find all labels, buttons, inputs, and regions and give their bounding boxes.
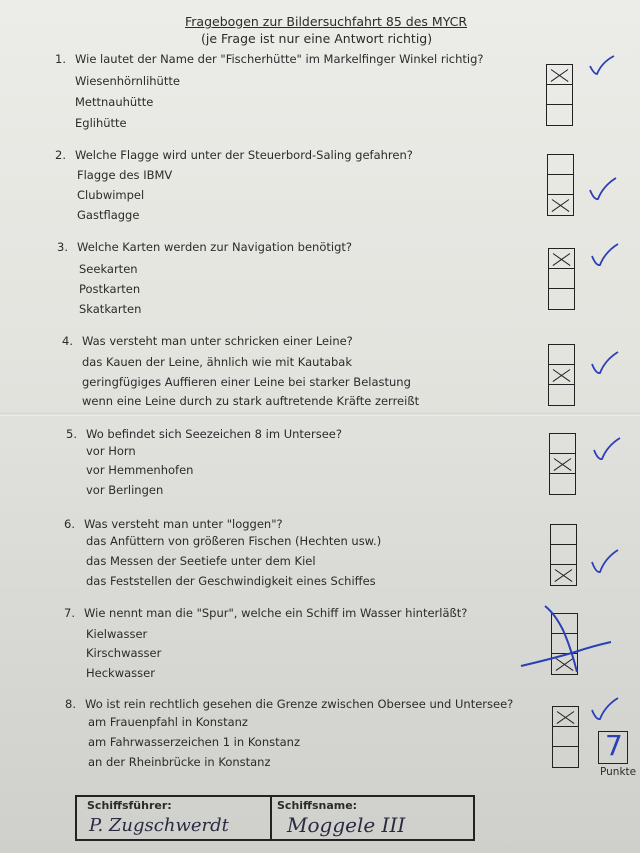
answer-option: das Kauen der Leine, ähnlich wie mit Kautabak bbox=[82, 355, 353, 369]
checkbox[interactable] bbox=[553, 747, 578, 767]
answer-option: Gastflagge bbox=[77, 208, 140, 222]
answer-checkboxes-q6 bbox=[550, 524, 577, 586]
answer-option: Eglihütte bbox=[75, 116, 127, 130]
correct-check-icon bbox=[590, 548, 620, 576]
answer-option: Flagge des IBMV bbox=[77, 168, 173, 182]
checkbox[interactable] bbox=[548, 175, 573, 195]
checkbox[interactable] bbox=[551, 525, 576, 545]
correct-check-icon bbox=[588, 176, 618, 202]
answer-option: vor Berlingen bbox=[86, 483, 164, 497]
checkbox[interactable] bbox=[549, 345, 574, 365]
answer-checkboxes-q1 bbox=[546, 64, 573, 126]
ship-name-value[interactable]: Moggele III bbox=[287, 813, 406, 837]
answer-option: am Frauenpfahl in Konstanz bbox=[88, 715, 248, 729]
answer-option: Heckwasser bbox=[86, 666, 155, 680]
checkbox[interactable] bbox=[549, 385, 574, 405]
score-label: Punkte bbox=[600, 766, 637, 778]
ship-name-label: Schiffsname: bbox=[277, 799, 358, 812]
score-value: 7 bbox=[605, 729, 623, 762]
correct-check-icon bbox=[590, 696, 620, 722]
checkbox[interactable] bbox=[548, 155, 573, 175]
answer-checkboxes-q3 bbox=[548, 248, 575, 310]
answer-option: Wiesenhörnlihütte bbox=[75, 74, 180, 88]
answer-option: vor Hemmenhofen bbox=[86, 463, 194, 477]
question-3: 3. Welche Karten werden zur Navigation benötigt? bbox=[57, 240, 352, 254]
question-2: 2. Welche Flagge wird unter der Steuerbord-Saling gefahren? bbox=[55, 148, 413, 162]
correct-check-icon bbox=[590, 242, 620, 268]
answer-option: vor Horn bbox=[86, 444, 136, 458]
skipper-label: Schiffsführer: bbox=[87, 799, 172, 812]
answer-option: Kirschwasser bbox=[86, 646, 162, 660]
wrong-strike-icon bbox=[515, 600, 615, 680]
answer-option: an der Rheinbrücke in Konstanz bbox=[88, 755, 271, 769]
answer-option: Kielwasser bbox=[86, 627, 148, 641]
answer-option: das Messen der Seetiefe unter dem Kiel bbox=[86, 554, 316, 568]
checkbox[interactable] bbox=[549, 289, 574, 309]
paper-fold bbox=[0, 413, 640, 416]
checkbox[interactable] bbox=[549, 269, 574, 289]
answer-checkboxes-q5 bbox=[549, 433, 576, 495]
correct-check-icon bbox=[592, 436, 622, 462]
question-8: 8. Wo ist rein rechtlich gesehen die Grenze zwischen Obersee und Untersee? bbox=[65, 697, 514, 711]
checkbox-marked[interactable] bbox=[547, 65, 572, 85]
answer-option: das Feststellen der Geschwindigkeit eines Schiffes bbox=[86, 574, 376, 588]
checkbox-marked[interactable] bbox=[549, 365, 574, 385]
answer-option: das Anfüttern von größeren Fischen (Hechten usw.) bbox=[86, 534, 382, 548]
question-4: 4. Was versteht man unter schricken einer Leine? bbox=[62, 334, 353, 348]
checkbox[interactable] bbox=[553, 727, 578, 747]
checkbox-marked[interactable] bbox=[549, 249, 574, 269]
checkbox-marked[interactable] bbox=[553, 707, 578, 727]
page-subtitle: (je Frage ist nur eine Antwort richtig) bbox=[201, 31, 433, 46]
answer-option: geringfügiges Auffieren einer Leine bei starker Belastung bbox=[82, 375, 411, 389]
checkbox[interactable] bbox=[551, 545, 576, 565]
answer-option: Skatkarten bbox=[79, 302, 142, 316]
question-5: 5. Wo befindet sich Seezeichen 8 im Untersee? bbox=[66, 427, 342, 441]
checkbox-marked[interactable] bbox=[551, 565, 576, 585]
table-divider bbox=[270, 797, 272, 839]
question-1: 1. Wie lautet der Name der "Fischerhütte" im Markelfinger Winkel richtig? bbox=[55, 52, 484, 66]
answer-option: Postkarten bbox=[79, 282, 141, 296]
question-7: 7. Wie nennt man die "Spur", welche ein Schiff im Wasser hinterläßt? bbox=[64, 606, 468, 620]
skipper-signature[interactable]: P. Zugschwerdt bbox=[89, 815, 229, 836]
correct-check-icon bbox=[588, 54, 616, 76]
answer-checkboxes-q2 bbox=[547, 154, 574, 216]
answer-checkboxes-q4 bbox=[548, 344, 575, 406]
answer-option: wenn eine Leine durch zu stark auftretende Kräfte zerreißt bbox=[82, 394, 420, 408]
answer-option: Clubwimpel bbox=[77, 188, 145, 202]
checkbox-marked[interactable] bbox=[548, 195, 573, 215]
answer-option: Seekarten bbox=[79, 262, 138, 276]
checkbox[interactable] bbox=[547, 85, 572, 105]
checkbox-marked[interactable] bbox=[550, 454, 575, 474]
checkbox[interactable] bbox=[547, 105, 572, 125]
checkbox[interactable] bbox=[550, 434, 575, 454]
answer-option: Mettnauhütte bbox=[75, 95, 154, 109]
signature-table bbox=[75, 795, 475, 841]
answer-option: am Fahrwasserzeichen 1 in Konstanz bbox=[88, 735, 300, 749]
page-title: Fragebogen zur Bildersuchfahrt 85 des MYCR bbox=[185, 14, 468, 29]
correct-check-icon bbox=[590, 350, 620, 376]
answer-checkboxes-q8 bbox=[552, 706, 579, 768]
checkbox[interactable] bbox=[550, 474, 575, 494]
question-6: 6. Was versteht man unter "loggen"? bbox=[64, 517, 283, 531]
